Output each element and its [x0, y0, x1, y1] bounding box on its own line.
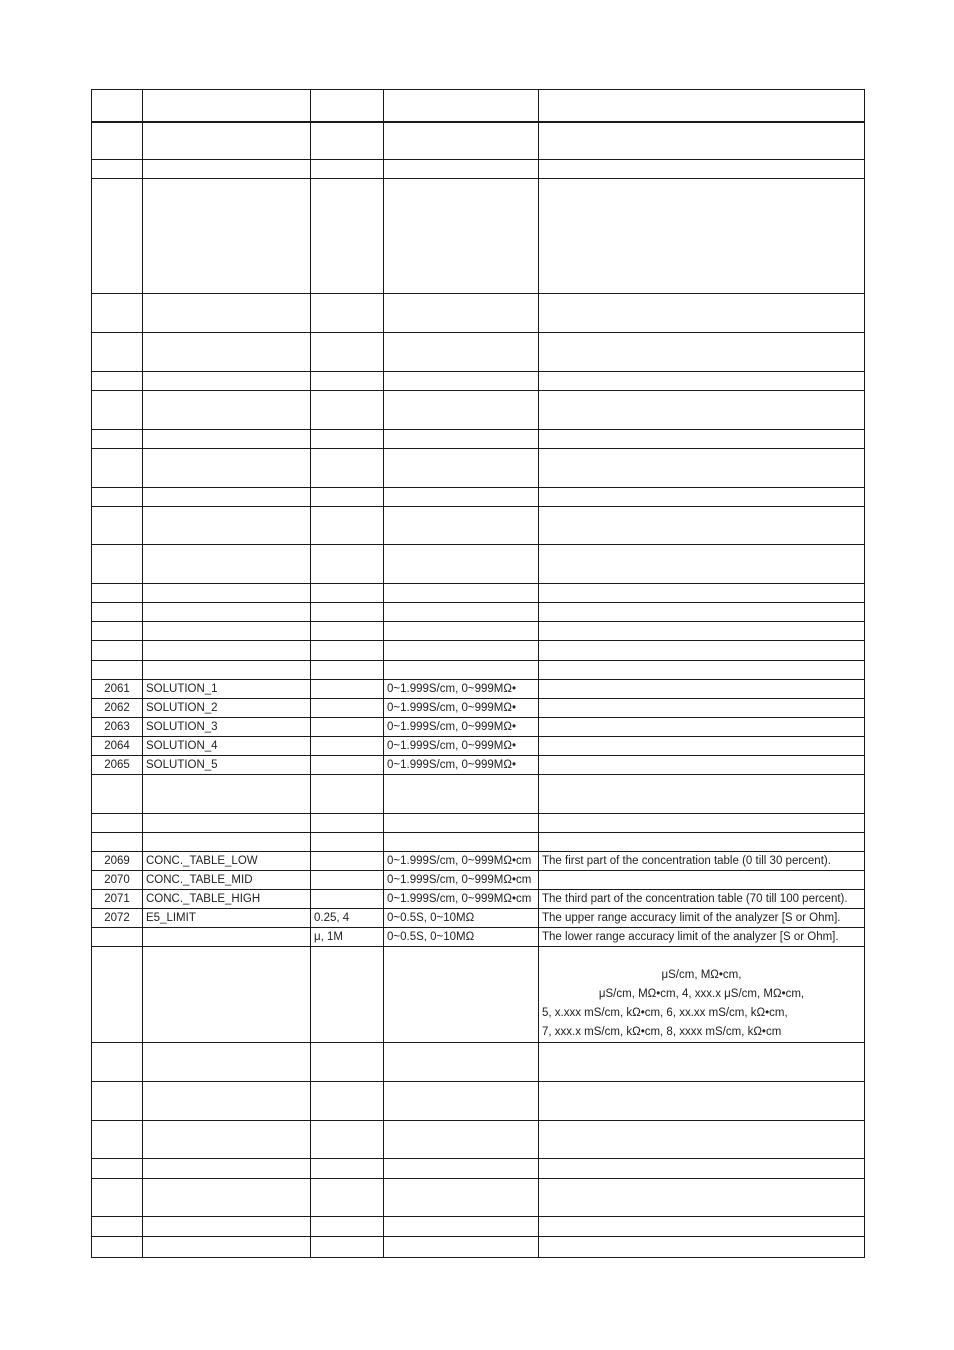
table-row — [92, 179, 865, 294]
parameter-description — [539, 699, 865, 718]
parameter-value — [311, 852, 384, 871]
table-row — [92, 294, 865, 333]
table-row — [92, 947, 865, 1043]
table-row — [92, 430, 865, 449]
table-row — [92, 603, 865, 622]
table-row — [92, 1217, 865, 1237]
table-row — [92, 641, 865, 661]
row-number: 2071 — [92, 890, 143, 909]
parameter-range: 0~0.5S, 0~10MΩ — [384, 909, 539, 928]
parameter-description — [539, 871, 865, 890]
parameter-range: 0~1.999S/cm, 0~999MΩ• — [384, 718, 539, 737]
row-number: 2072 — [92, 909, 143, 928]
table-row — [92, 1159, 865, 1179]
table-row — [92, 391, 865, 430]
row-number: 2064 — [92, 737, 143, 756]
parameter-name: SOLUTION_1 — [143, 680, 311, 699]
row-number: 2069 — [92, 852, 143, 871]
row-number: 2065 — [92, 756, 143, 775]
parameter-value — [311, 680, 384, 699]
table-row — [92, 160, 865, 179]
parameter-name: SOLUTION_2 — [143, 699, 311, 718]
table-row — [92, 928, 865, 947]
parameter-range: 0~1.999S/cm, 0~999MΩ• — [384, 756, 539, 775]
parameter-description: The first part of the concentration table (0 till 30 percent). — [539, 852, 865, 871]
table-row — [92, 909, 865, 928]
table-row — [92, 449, 865, 488]
table-row — [92, 584, 865, 603]
parameter-description — [539, 680, 865, 699]
parameter-range: 0~1.999S/cm, 0~999MΩ•cm — [384, 890, 539, 909]
table-row — [92, 737, 865, 756]
unit-note: μS/cm, MΩ•cm, 4, xxx.x μS/cm, MΩ•cm, — [598, 988, 805, 1000]
parameter-name: CONC._TABLE_HIGH — [143, 890, 311, 909]
parameter-value — [311, 737, 384, 756]
table-row — [92, 756, 865, 775]
row-number: 2063 — [92, 718, 143, 737]
table-row — [92, 814, 865, 833]
row-number: 2061 — [92, 680, 143, 699]
parameter-name: SOLUTION_4 — [143, 737, 311, 756]
row-number — [92, 928, 143, 947]
table-row — [92, 871, 865, 890]
table-row — [92, 622, 865, 641]
table-row — [92, 333, 865, 372]
parameter-table — [91, 89, 865, 1258]
table-row — [92, 661, 865, 680]
table-row — [92, 852, 865, 871]
parameter-description — [539, 756, 865, 775]
table-header-row — [92, 90, 865, 122]
table-row — [92, 372, 865, 391]
table-row — [92, 699, 865, 718]
parameter-description: The third part of the concentration table (70 till 100 percent). — [539, 890, 865, 909]
table-row — [92, 545, 865, 584]
table-row — [92, 1237, 865, 1258]
table-row — [92, 775, 865, 814]
parameter-description: The upper range accuracy limit of the analyzer [S or Ohm]. — [539, 909, 865, 928]
parameter-value — [311, 718, 384, 737]
table-row — [92, 488, 865, 507]
parameter-name: CONC._TABLE_MID — [143, 871, 311, 890]
parameter-range: 0~0.5S, 0~10MΩ — [384, 928, 539, 947]
unit-note: 5, x.xxx mS/cm, kΩ•cm, 6, xx.xx mS/cm, kΩ•cm, — [542, 1007, 788, 1019]
table-row — [92, 507, 865, 545]
parameter-description — [539, 737, 865, 756]
parameter-value — [311, 871, 384, 890]
unit-format-notes — [539, 947, 865, 1043]
table-row — [92, 718, 865, 737]
parameter-name: CONC._TABLE_LOW — [143, 852, 311, 871]
parameter-name: E5_LIMIT — [143, 909, 311, 928]
parameter-description: The lower range accuracy limit of the analyzer [S or Ohm]. — [539, 928, 865, 947]
table-row — [92, 680, 865, 699]
row-number: 2062 — [92, 699, 143, 718]
parameter-range: 0~1.999S/cm, 0~999MΩ• — [384, 737, 539, 756]
parameter-description — [539, 718, 865, 737]
parameter-name: SOLUTION_3 — [143, 718, 311, 737]
parameter-range: 0~1.999S/cm, 0~999MΩ•cm — [384, 852, 539, 871]
parameter-value — [311, 890, 384, 909]
parameter-range: 0~1.999S/cm, 0~999MΩ• — [384, 699, 539, 718]
table-row — [92, 1082, 865, 1121]
parameter-name: SOLUTION_5 — [143, 756, 311, 775]
row-number: 2070 — [92, 871, 143, 890]
parameter-name — [143, 928, 311, 947]
table-row — [92, 1179, 865, 1217]
parameter-range: 0~1.999S/cm, 0~999MΩ• — [384, 680, 539, 699]
table-row — [92, 890, 865, 909]
unit-note: 7, xxx.x mS/cm, kΩ•cm, 8, xxxx mS/cm, kΩ•cm — [542, 1026, 782, 1038]
parameter-value: μ, 1M — [311, 928, 384, 947]
parameter-value: 0.25, 4 — [311, 909, 384, 928]
parameter-range: 0~1.999S/cm, 0~999MΩ•cm — [384, 871, 539, 890]
parameter-value — [311, 699, 384, 718]
table-row — [92, 1121, 865, 1159]
table-row — [92, 122, 865, 160]
table-row — [92, 1043, 865, 1082]
unit-note: μS/cm, MΩ•cm, — [661, 969, 742, 981]
parameter-value — [311, 756, 384, 775]
table-row — [92, 833, 865, 852]
